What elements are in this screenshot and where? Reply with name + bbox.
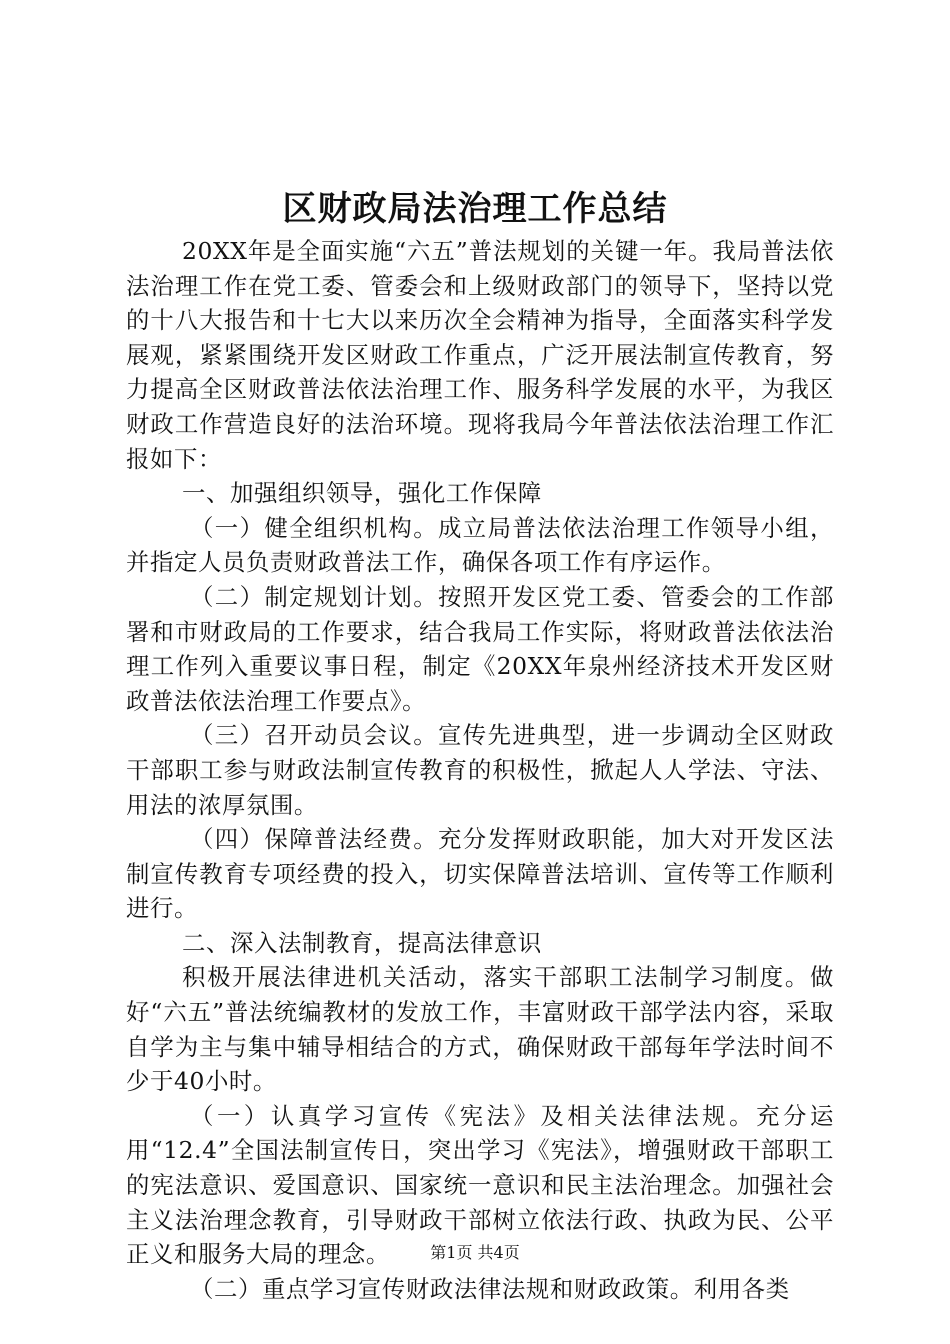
paragraph-1-4: （四）保障普法经费。充分发挥财政职能，加大对开发区法制宣传教育专项经费的投入，切实保障普法培训、宣传等工作顺利进行。 xyxy=(126,825,834,923)
section-heading-2: 二、深入法制教育，提高法律意识 xyxy=(182,928,542,957)
page-number-footer: 第1页 共4页 xyxy=(430,1243,520,1262)
paragraph-2-1: （一）认真学习宣传《宪法》及相关法律法规。充分运用“12.4”全国法制宣传日，突出学习《宪法》，增强财政干部职工的宪法意识、爱国意识、国家统一意识和民主法治理念。加强社会主义法治理念教育，引导财政干部树立依法行政、执政为民、公平正义和服务大局的理念。 xyxy=(126,1101,834,1269)
paragraph-1-2: （二）制定规划计划。按照开发区党工委、管委会的工作部署和市财政局的工作要求，结合我局工作实际，将财政普法依法治理工作列入重要议事日程，制定《20XX年泉州经济技术开发区财政普法依法治理工作要点》。 xyxy=(126,582,834,715)
document-title: 区财政局法治理工作总结 xyxy=(282,189,668,229)
paragraph-2-2: （二）重点学习宣传财政法律法规和财政政策。利用各类 xyxy=(190,1274,790,1303)
paragraph-1-3: （三）召开动员会议。宣传先进典型，进一步调动全区财政干部职工参与财政法制宣传教育的积极性，掀起人人学法、守法、用法的浓厚氛围。 xyxy=(126,721,834,819)
intro-paragraph: 20XX年是全面实施“六五”普法规划的关键一年。我局普法依法治理工作在党工委、管委会和上级财政部门的领导下，坚持以党的十八大报告和十七大以来历次全会精神为指导，全面落实科学发展观，紧紧围绕开发区财政工作重点，广泛开展法制宣传教育，努力提高全区财政普法依法治理工作、服务科学发展的水平，为我区财政工作营造良好的法治环境。现将我局今年普法依法治理工作汇报如下： xyxy=(126,237,834,473)
paragraph-2-intro: 积极开展法律进机关活动，落实干部职工法制学习制度。做好“六五”普法统编教材的发放工作，丰富财政干部学法内容，采取自学为主与集中辅导相结合的方式，确保财政干部每年学法时间不少于40小时。 xyxy=(126,963,834,1096)
paragraph-1-1: （一）健全组织机构。成立局普法依法治理工作领导小组，并指定人员负责财政普法工作，确保各项工作有序运作。 xyxy=(126,513,834,577)
section-heading-1: 一、加强组织领导，强化工作保障 xyxy=(182,479,542,508)
document-body xyxy=(126,234,834,1306)
